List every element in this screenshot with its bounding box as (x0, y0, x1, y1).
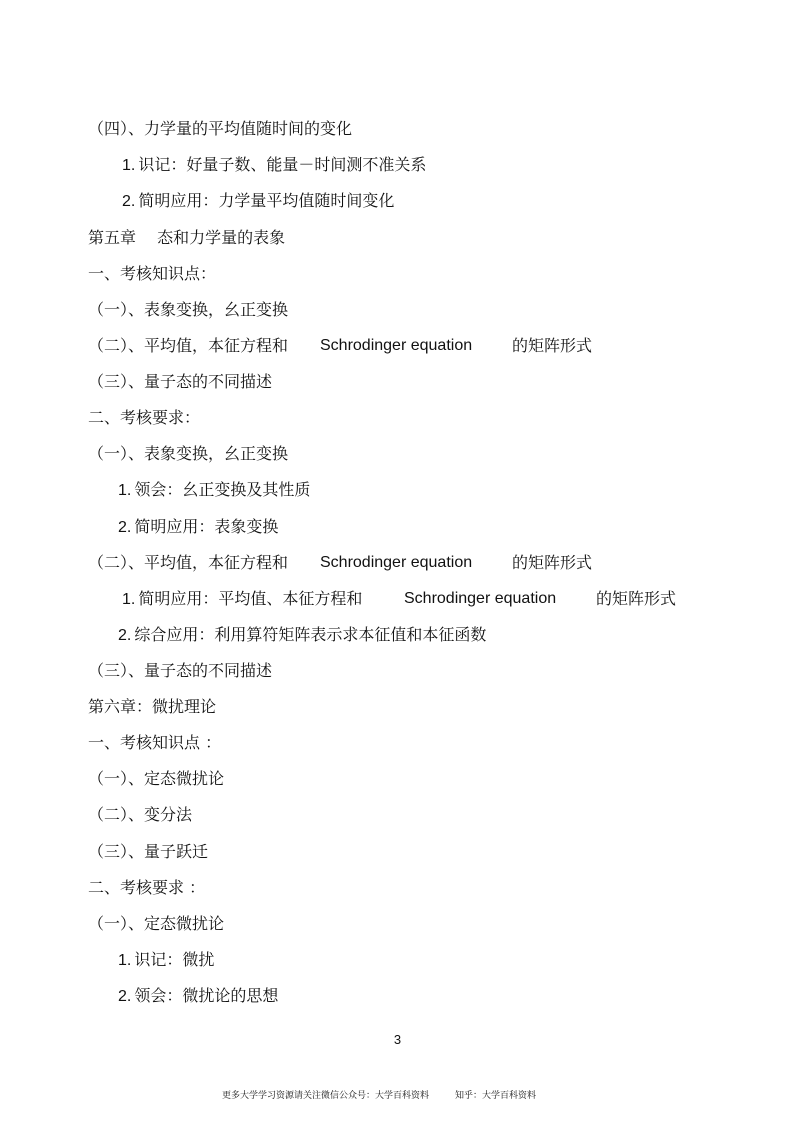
line-text: 二、考核要求 ： (88, 878, 206, 897)
line-text: （三）、量子态的不同描述 (88, 661, 273, 680)
line-text: 识记：微扰 (134, 950, 215, 969)
line-text: 领会：微扰论的思想 (134, 986, 279, 1005)
page-number: 3 (393, 1032, 402, 1047)
line-text: 简明应用：力学量平均值随时间变化 (138, 191, 395, 210)
text-line (88, 878, 205, 898)
text-line (88, 553, 288, 573)
item-number: 2. (122, 193, 136, 210)
line-text: 第六章：微扰理论 (88, 697, 217, 716)
text-line (88, 336, 288, 356)
text-line (88, 444, 288, 464)
text-line (88, 408, 200, 428)
text-line (88, 300, 288, 320)
item-number: 2. (118, 627, 132, 644)
text-line (88, 372, 272, 392)
text-line (88, 119, 352, 139)
item-number: 1. (118, 482, 132, 499)
line-text: （二）、平均值，本征方程和 (88, 553, 289, 572)
text-line (88, 228, 285, 248)
item-number: 2. (118, 988, 132, 1005)
latin-term: Schrodinger equation (404, 590, 557, 607)
line-text: （一）、表象变换，幺正变换 (88, 444, 289, 463)
line-text: 领会：幺正变换及其性质 (134, 480, 311, 499)
text-line (118, 986, 278, 1007)
footer-wechat-note: 更多大学学习资源请关注微信公众号：大学百科资料 (222, 1091, 430, 1101)
line-text: （一）、定态微扰论 (88, 914, 225, 933)
item-number: 2. (118, 519, 132, 536)
line-text: （二）、平均值，本征方程和 (88, 336, 289, 355)
item-number: 1. (122, 157, 136, 174)
line-text: （一）、表象变换，幺正变换 (88, 300, 289, 319)
line-text: （一）、定态微扰论 (88, 769, 225, 788)
line-text: 简明应用：表象变换 (134, 517, 279, 536)
text-line (88, 805, 192, 825)
latin-term: Schrodinger equation (320, 554, 473, 571)
line-text: （二）、变分法 (88, 805, 193, 824)
text-line (88, 697, 216, 717)
line-text: 第五章 态和力学量的表象 (88, 228, 286, 247)
text-line (118, 625, 486, 646)
item-number: 1. (122, 591, 136, 608)
footer (222, 1090, 536, 1102)
text-line (88, 914, 224, 934)
text-line (88, 661, 272, 681)
line-text: 综合应用：利用算符矩阵表示求本征值和本征函数 (134, 625, 487, 644)
text-line (118, 950, 214, 971)
line-text: （四）、力学量的平均值随时间的变化 (88, 119, 353, 138)
footer-zhihu-note: 知乎：大学百科资料 (455, 1091, 537, 1101)
line-text: （三）、量子态的不同描述 (88, 372, 273, 391)
line-text: （三）、量子跃迁 (88, 842, 209, 861)
text-line (88, 769, 224, 789)
line-text: 二、考核要求： (88, 408, 201, 427)
line-text: 简明应用：平均值、本征方程和 (138, 589, 363, 608)
item-number: 1. (118, 952, 132, 969)
line-text: 一、考核知识点： (88, 264, 217, 283)
text-line (122, 191, 394, 212)
line-text: 一、考核知识点 ： (88, 733, 222, 752)
line-text-suffix: 的矩阵形式 (596, 589, 677, 608)
text-line (122, 589, 362, 610)
line-text-suffix: 的矩阵形式 (512, 336, 593, 355)
latin-term: Schrodinger equation (320, 337, 473, 354)
text-line (118, 480, 310, 501)
text-line (88, 733, 221, 753)
line-text: 识记：好量子数、能量－时间测不准关系 (138, 155, 427, 174)
text-line (122, 155, 426, 176)
text-line (88, 842, 208, 862)
line-text-suffix: 的矩阵形式 (512, 553, 593, 572)
text-line (118, 517, 278, 538)
text-line (88, 264, 216, 284)
